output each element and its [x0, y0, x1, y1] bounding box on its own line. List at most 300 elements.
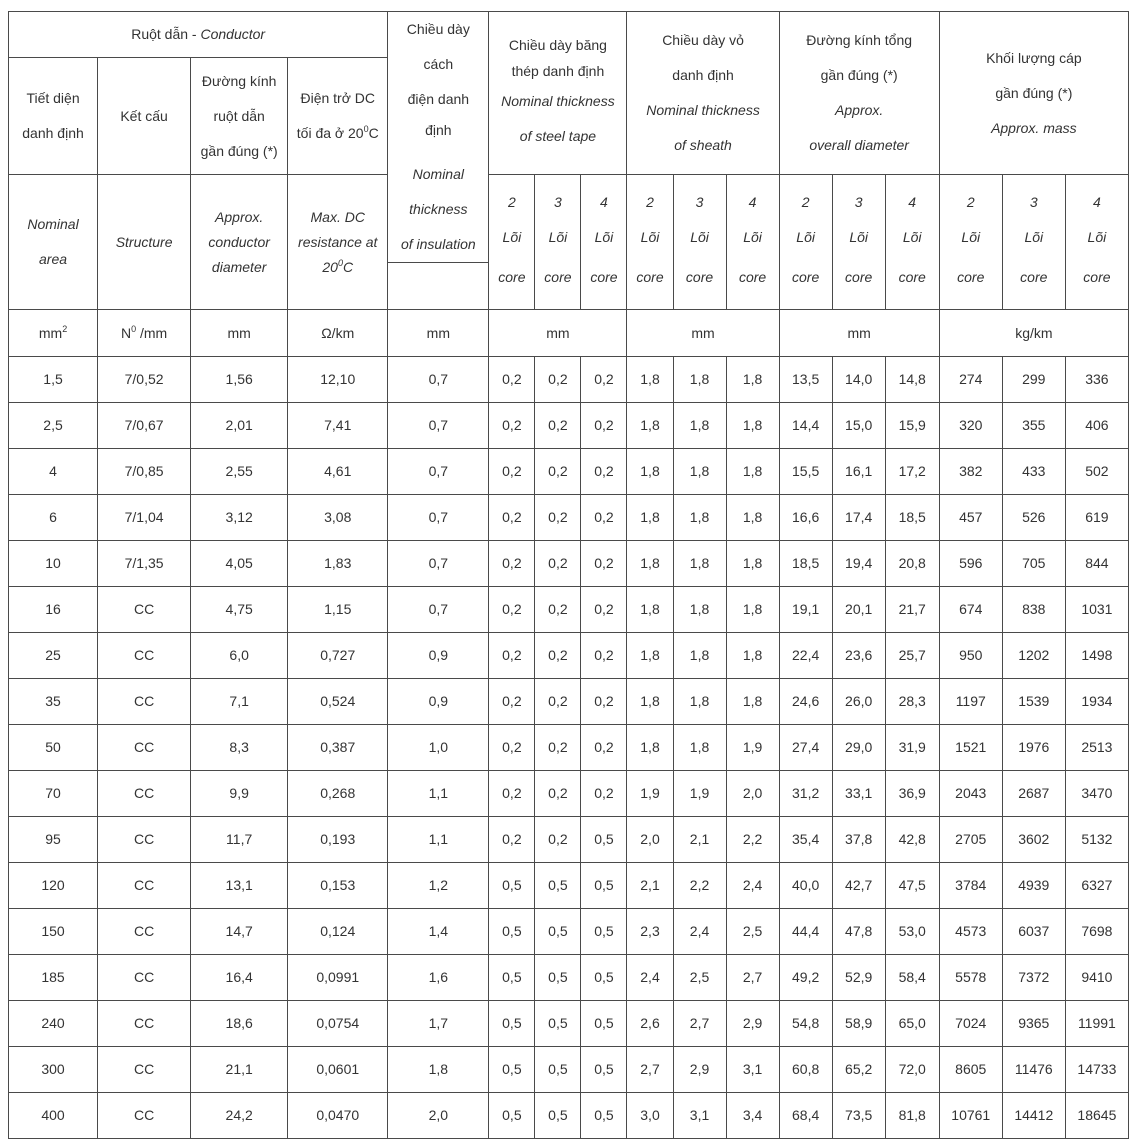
table-cell: 2043: [939, 771, 1002, 817]
table-cell: 674: [939, 587, 1002, 633]
table-cell: 16,6: [779, 495, 832, 541]
table-cell: 68,4: [779, 1093, 832, 1139]
table-cell: 0,2: [581, 587, 627, 633]
table-cell: 7698: [1065, 909, 1128, 955]
table-cell: 1,8: [673, 449, 726, 495]
table-cell: 0,2: [535, 771, 581, 817]
table-cell: 14,0: [832, 357, 885, 403]
table-cell: 2,4: [726, 863, 779, 909]
table-row: [9, 863, 1129, 909]
table-cell: 36,9: [885, 771, 939, 817]
table-cell: 0,124: [288, 909, 388, 955]
table-cell: 274: [939, 357, 1002, 403]
table-cell: 11476: [1002, 1047, 1065, 1093]
table-cell: 1934: [1065, 679, 1128, 725]
table-cell: 0,727: [288, 633, 388, 679]
table-cell: 0,2: [489, 817, 535, 863]
table-cell: 35,4: [779, 817, 832, 863]
table-cell: 844: [1065, 541, 1128, 587]
table-cell: 299: [1002, 357, 1065, 403]
table-cell: 0,2: [581, 449, 627, 495]
table-cell: 0,2: [489, 495, 535, 541]
table-cell: 19,1: [779, 587, 832, 633]
table-cell: 21,7: [885, 587, 939, 633]
table-cell: 2,1: [627, 863, 673, 909]
resistance-header-vi: Điện trở DC tối đa ở $20^0C$: [288, 58, 388, 175]
table-cell: 11991: [1065, 1001, 1128, 1047]
table-row: [9, 725, 1129, 771]
table-cell: 705: [1002, 541, 1065, 587]
table-cell: 0,2: [535, 817, 581, 863]
table-cell: 0,2: [535, 541, 581, 587]
table-cell: 619: [1065, 495, 1128, 541]
table-cell: 54,8: [779, 1001, 832, 1047]
table-cell: 0,5: [489, 1001, 535, 1047]
table-cell: 1,8: [673, 725, 726, 771]
table-cell: 0,2: [535, 633, 581, 679]
table-cell: 65,2: [832, 1047, 885, 1093]
table-cell: 2,0: [627, 817, 673, 863]
table-cell: 17,4: [832, 495, 885, 541]
table-cell: 0,0754: [288, 1001, 388, 1047]
unit-diameter: mm: [191, 310, 288, 357]
table-cell: 1,8: [673, 495, 726, 541]
table-cell: 0,0470: [288, 1093, 388, 1139]
table-cell: 120: [9, 863, 98, 909]
table-cell: 14733: [1065, 1047, 1128, 1093]
table-cell: 4573: [939, 909, 1002, 955]
table-cell: 27,4: [779, 725, 832, 771]
table-body: [9, 357, 1129, 1139]
table-cell: 23,6: [832, 633, 885, 679]
table-cell: 2,7: [673, 1001, 726, 1047]
table-cell: 150: [9, 909, 98, 955]
table-cell: CC: [98, 909, 191, 955]
table-cell: 7,1: [191, 679, 288, 725]
table-cell: 19,4: [832, 541, 885, 587]
table-cell: 336: [1065, 357, 1128, 403]
table-cell: 1,7: [388, 1001, 489, 1047]
table-cell: 1,8: [627, 633, 673, 679]
table-cell: 0,7: [388, 449, 489, 495]
table-cell: 4939: [1002, 863, 1065, 909]
table-cell: 22,4: [779, 633, 832, 679]
cable-spec-table: [8, 11, 1129, 1139]
table-cell: 14,8: [885, 357, 939, 403]
table-row: [9, 771, 1129, 817]
table-cell: 1197: [939, 679, 1002, 725]
table-cell: 2513: [1065, 725, 1128, 771]
table-cell: 95: [9, 817, 98, 863]
table-cell: 2,1: [673, 817, 726, 863]
table-cell: 10761: [939, 1093, 1002, 1139]
table-cell: 0,2: [535, 403, 581, 449]
table-cell: 0,2: [489, 587, 535, 633]
table-cell: 2,2: [673, 863, 726, 909]
sheath-header: Chiều dày vỏ danh định Nominal thickness of sheath: [627, 12, 779, 175]
area-header-en: Nominal area: [9, 175, 98, 310]
diameter-header-en: Approx. conductor diameter: [191, 175, 288, 310]
table-cell: 18,5: [885, 495, 939, 541]
table-cell: 0,5: [535, 863, 581, 909]
table-cell: 14,4: [779, 403, 832, 449]
table-cell: 1,1: [388, 817, 489, 863]
table-cell: 7/0,52: [98, 357, 191, 403]
table-cell: 60,8: [779, 1047, 832, 1093]
table-cell: 20,1: [832, 587, 885, 633]
table-cell: 185: [9, 955, 98, 1001]
table-cell: 2,5: [9, 403, 98, 449]
table-cell: 20,8: [885, 541, 939, 587]
table-cell: 2,4: [673, 909, 726, 955]
table-cell: 35: [9, 679, 98, 725]
table-cell: 2,3: [627, 909, 673, 955]
table-cell: 0,524: [288, 679, 388, 725]
overall-core-4: 4 Lõi core: [885, 175, 939, 310]
table-cell: 1521: [939, 725, 1002, 771]
table-cell: 1,8: [627, 495, 673, 541]
table-cell: 1,9: [673, 771, 726, 817]
table-cell: CC: [98, 587, 191, 633]
table-cell: 0,7: [388, 403, 489, 449]
cable-spec-table-wrapper: [8, 11, 1129, 1139]
table-cell: 0,2: [535, 587, 581, 633]
table-cell: CC: [98, 679, 191, 725]
table-cell: 7/0,85: [98, 449, 191, 495]
table-cell: 0,2: [489, 449, 535, 495]
table-cell: 0,0601: [288, 1047, 388, 1093]
table-cell: 1,8: [627, 403, 673, 449]
table-cell: 596: [939, 541, 1002, 587]
table-cell: 0,5: [581, 955, 627, 1001]
table-cell: 1,8: [673, 541, 726, 587]
table-cell: 0,193: [288, 817, 388, 863]
mass-core-3: 3 Lõi core: [1002, 175, 1065, 310]
table-cell: 1,6: [388, 955, 489, 1001]
table-cell: 4,61: [288, 449, 388, 495]
table-cell: 2,5: [673, 955, 726, 1001]
table-cell: 13,5: [779, 357, 832, 403]
table-cell: 53,0: [885, 909, 939, 955]
table-cell: CC: [98, 633, 191, 679]
table-cell: 1,15: [288, 587, 388, 633]
unit-steel: mm: [489, 310, 627, 357]
table-cell: 1,8: [726, 587, 779, 633]
table-row: [9, 587, 1129, 633]
table-cell: 73,5: [832, 1093, 885, 1139]
table-cell: 0,2: [489, 771, 535, 817]
table-row: [9, 403, 1129, 449]
table-cell: 50: [9, 725, 98, 771]
table-cell: 9,9: [191, 771, 288, 817]
table-cell: 15,5: [779, 449, 832, 495]
sheath-core-4: 4 Lõi core: [726, 175, 779, 310]
overall-diameter-header: Đường kính tổng gần đúng (*) Approx. overall diameter: [779, 12, 939, 175]
table-cell: 838: [1002, 587, 1065, 633]
table-cell: 44,4: [779, 909, 832, 955]
table-cell: 40,0: [779, 863, 832, 909]
table-cell: 2,7: [726, 955, 779, 1001]
unit-overall: mm: [779, 310, 939, 357]
table-cell: 1,5: [9, 357, 98, 403]
unit-area: $mm^2$: [9, 310, 98, 357]
table-cell: 58,4: [885, 955, 939, 1001]
table-cell: 1,56: [191, 357, 288, 403]
table-row: [9, 909, 1129, 955]
table-cell: 0,5: [535, 1047, 581, 1093]
table-cell: 0,2: [535, 725, 581, 771]
unit-structure: $N^0$ /mm: [98, 310, 191, 357]
table-cell: 320: [939, 403, 1002, 449]
table-row: [9, 495, 1129, 541]
table-cell: 81,8: [885, 1093, 939, 1139]
table-cell: 15,0: [832, 403, 885, 449]
table-cell: 7/1,04: [98, 495, 191, 541]
table-cell: 0,9: [388, 633, 489, 679]
table-cell: 0,2: [489, 679, 535, 725]
table-cell: 5578: [939, 955, 1002, 1001]
table-cell: 382: [939, 449, 1002, 495]
steel-core-3: 3 Lõi core: [535, 175, 581, 310]
table-cell: 16,1: [832, 449, 885, 495]
table-cell: 28,3: [885, 679, 939, 725]
table-cell: 13,1: [191, 863, 288, 909]
table-cell: 9410: [1065, 955, 1128, 1001]
table-cell: 0,387: [288, 725, 388, 771]
table-cell: 0,2: [581, 771, 627, 817]
table-cell: 3,4: [726, 1093, 779, 1139]
overall-core-2: 2 Lõi core: [779, 175, 832, 310]
table-cell: 0,5: [489, 1093, 535, 1139]
table-cell: 8,3: [191, 725, 288, 771]
table-cell: 1,8: [726, 449, 779, 495]
table-cell: 3,0: [627, 1093, 673, 1139]
table-cell: 0,7: [388, 541, 489, 587]
table-cell: 0,5: [581, 1093, 627, 1139]
table-cell: 11,7: [191, 817, 288, 863]
table-cell: 1,83: [288, 541, 388, 587]
table-cell: 1,9: [627, 771, 673, 817]
table-cell: 2,0: [726, 771, 779, 817]
table-cell: 0,5: [535, 1001, 581, 1047]
table-cell: 502: [1065, 449, 1128, 495]
table-cell: 3,12: [191, 495, 288, 541]
table-cell: 0,2: [535, 357, 581, 403]
table-cell: 7/0,67: [98, 403, 191, 449]
table-cell: 1,2: [388, 863, 489, 909]
table-cell: 6327: [1065, 863, 1128, 909]
unit-resistance: Ω/km: [288, 310, 388, 357]
table-cell: 12,10: [288, 357, 388, 403]
table-cell: 16,4: [191, 955, 288, 1001]
table-cell: 65,0: [885, 1001, 939, 1047]
mass-core-4: 4 Lõi core: [1065, 175, 1128, 310]
table-cell: 0,5: [489, 909, 535, 955]
diameter-header-vi: Đường kính ruột dẫn gần đúng (*): [191, 58, 288, 175]
table-cell: 2,01: [191, 403, 288, 449]
unit-mass: kg/km: [939, 310, 1128, 357]
table-cell: 0,5: [581, 909, 627, 955]
table-cell: CC: [98, 817, 191, 863]
table-cell: 0,5: [489, 863, 535, 909]
table-cell: 0,7: [388, 495, 489, 541]
table-cell: 31,2: [779, 771, 832, 817]
table-cell: 1,1: [388, 771, 489, 817]
table-cell: 240: [9, 1001, 98, 1047]
table-cell: 4,75: [191, 587, 288, 633]
table-cell: 2,9: [726, 1001, 779, 1047]
table-cell: 300: [9, 1047, 98, 1093]
table-cell: 1,8: [726, 541, 779, 587]
table-cell: 2,55: [191, 449, 288, 495]
table-cell: 1976: [1002, 725, 1065, 771]
resistance-header-en: Max. DC resistance at $20^0C$: [288, 175, 388, 310]
table-cell: 14,7: [191, 909, 288, 955]
table-cell: 1,8: [673, 679, 726, 725]
table-cell: 25,7: [885, 633, 939, 679]
table-cell: 0,5: [581, 863, 627, 909]
units-row: [9, 310, 1129, 357]
insulation-header: Chiều dày cách điện danh định Nominal thickness of insulation: [388, 12, 489, 263]
table-cell: 1,8: [726, 403, 779, 449]
table-cell: 0,2: [535, 449, 581, 495]
table-cell: 1,8: [627, 587, 673, 633]
table-cell: 1,9: [726, 725, 779, 771]
mass-core-2: 2 Lõi core: [939, 175, 1002, 310]
table-cell: CC: [98, 863, 191, 909]
table-cell: 17,2: [885, 449, 939, 495]
table-cell: 2,0: [388, 1093, 489, 1139]
table-cell: 52,9: [832, 955, 885, 1001]
table-row: [9, 357, 1129, 403]
steel-tape-header: Chiều dày băng thép danh định Nominal thickness of steel tape: [489, 12, 627, 175]
table-cell: 1,8: [673, 403, 726, 449]
table-cell: 1,8: [627, 725, 673, 771]
table-cell: 4,05: [191, 541, 288, 587]
table-cell: 2,9: [673, 1047, 726, 1093]
table-cell: 8605: [939, 1047, 1002, 1093]
table-cell: 2,6: [627, 1001, 673, 1047]
unit-sheath: mm: [627, 310, 779, 357]
table-cell: 1,4: [388, 909, 489, 955]
table-cell: 10: [9, 541, 98, 587]
sheath-core-2: 2 Lõi core: [627, 175, 673, 310]
table-cell: CC: [98, 725, 191, 771]
table-cell: 21,1: [191, 1047, 288, 1093]
table-cell: 24,2: [191, 1093, 288, 1139]
table-cell: 1202: [1002, 633, 1065, 679]
table-cell: 1,8: [627, 541, 673, 587]
table-cell: 6: [9, 495, 98, 541]
table-cell: CC: [98, 1047, 191, 1093]
table-cell: 47,5: [885, 863, 939, 909]
table-row: [9, 541, 1129, 587]
table-cell: 0,2: [581, 541, 627, 587]
table-cell: CC: [98, 1093, 191, 1139]
table-cell: 29,0: [832, 725, 885, 771]
table-cell: 0,2: [581, 495, 627, 541]
table-cell: 1,8: [627, 449, 673, 495]
table-cell: 1,8: [726, 679, 779, 725]
table-cell: 433: [1002, 449, 1065, 495]
table-cell: 1,8: [673, 633, 726, 679]
table-cell: 457: [939, 495, 1002, 541]
table-row: [9, 817, 1129, 863]
steel-core-2: 2 Lõi core: [489, 175, 535, 310]
table-cell: 3602: [1002, 817, 1065, 863]
table-cell: 1,8: [673, 587, 726, 633]
table-cell: 1,8: [673, 357, 726, 403]
table-cell: 1,8: [726, 495, 779, 541]
table-cell: 0,268: [288, 771, 388, 817]
table-cell: 7,41: [288, 403, 388, 449]
table-cell: 2,7: [627, 1047, 673, 1093]
table-cell: 0,2: [489, 633, 535, 679]
mass-header: Khối lượng cáp gần đúng (*) Approx. mass: [939, 12, 1128, 175]
table-cell: 400: [9, 1093, 98, 1139]
table-cell: 26,0: [832, 679, 885, 725]
table-cell: 5132: [1065, 817, 1128, 863]
table-row: [9, 449, 1129, 495]
table-cell: 9365: [1002, 1001, 1065, 1047]
table-cell: 18,6: [191, 1001, 288, 1047]
table-cell: 1,8: [388, 1047, 489, 1093]
structure-header-vi: Kết cấu: [98, 58, 191, 175]
table-cell: 1,8: [627, 679, 673, 725]
table-cell: 406: [1065, 403, 1128, 449]
unit-insulation: mm: [388, 310, 489, 357]
sheath-core-3: 3 Lõi core: [673, 175, 726, 310]
table-cell: 16: [9, 587, 98, 633]
table-cell: 0,2: [535, 495, 581, 541]
table-cell: 6037: [1002, 909, 1065, 955]
table-cell: 7024: [939, 1001, 1002, 1047]
table-cell: 7/1,35: [98, 541, 191, 587]
area-header-vi: Tiết diện danh định: [9, 58, 98, 175]
table-cell: 0,5: [581, 1001, 627, 1047]
table-cell: 0,7: [388, 357, 489, 403]
table-cell: 0,2: [489, 403, 535, 449]
table-cell: 0,5: [535, 955, 581, 1001]
table-cell: 3,1: [726, 1047, 779, 1093]
table-cell: 1539: [1002, 679, 1065, 725]
table-cell: 18645: [1065, 1093, 1128, 1139]
table-cell: 0,5: [489, 955, 535, 1001]
table-cell: 3,1: [673, 1093, 726, 1139]
table-cell: 2687: [1002, 771, 1065, 817]
steel-core-4: 4 Lõi core: [581, 175, 627, 310]
table-cell: 18,5: [779, 541, 832, 587]
table-cell: 0,5: [535, 1093, 581, 1139]
table-row: [9, 955, 1129, 1001]
table-cell: 42,7: [832, 863, 885, 909]
overall-core-3: 3 Lõi core: [832, 175, 885, 310]
table-cell: 3470: [1065, 771, 1128, 817]
table-cell: 1,8: [726, 633, 779, 679]
table-cell: 6,0: [191, 633, 288, 679]
table-cell: 49,2: [779, 955, 832, 1001]
table-cell: 0,2: [581, 357, 627, 403]
table-cell: 14412: [1002, 1093, 1065, 1139]
table-cell: 0,2: [581, 679, 627, 725]
table-cell: 0,5: [489, 1047, 535, 1093]
table-cell: 25: [9, 633, 98, 679]
table-cell: 0,0991: [288, 955, 388, 1001]
table-cell: 2,2: [726, 817, 779, 863]
table-cell: CC: [98, 771, 191, 817]
table-cell: 72,0: [885, 1047, 939, 1093]
table-cell: 1031: [1065, 587, 1128, 633]
